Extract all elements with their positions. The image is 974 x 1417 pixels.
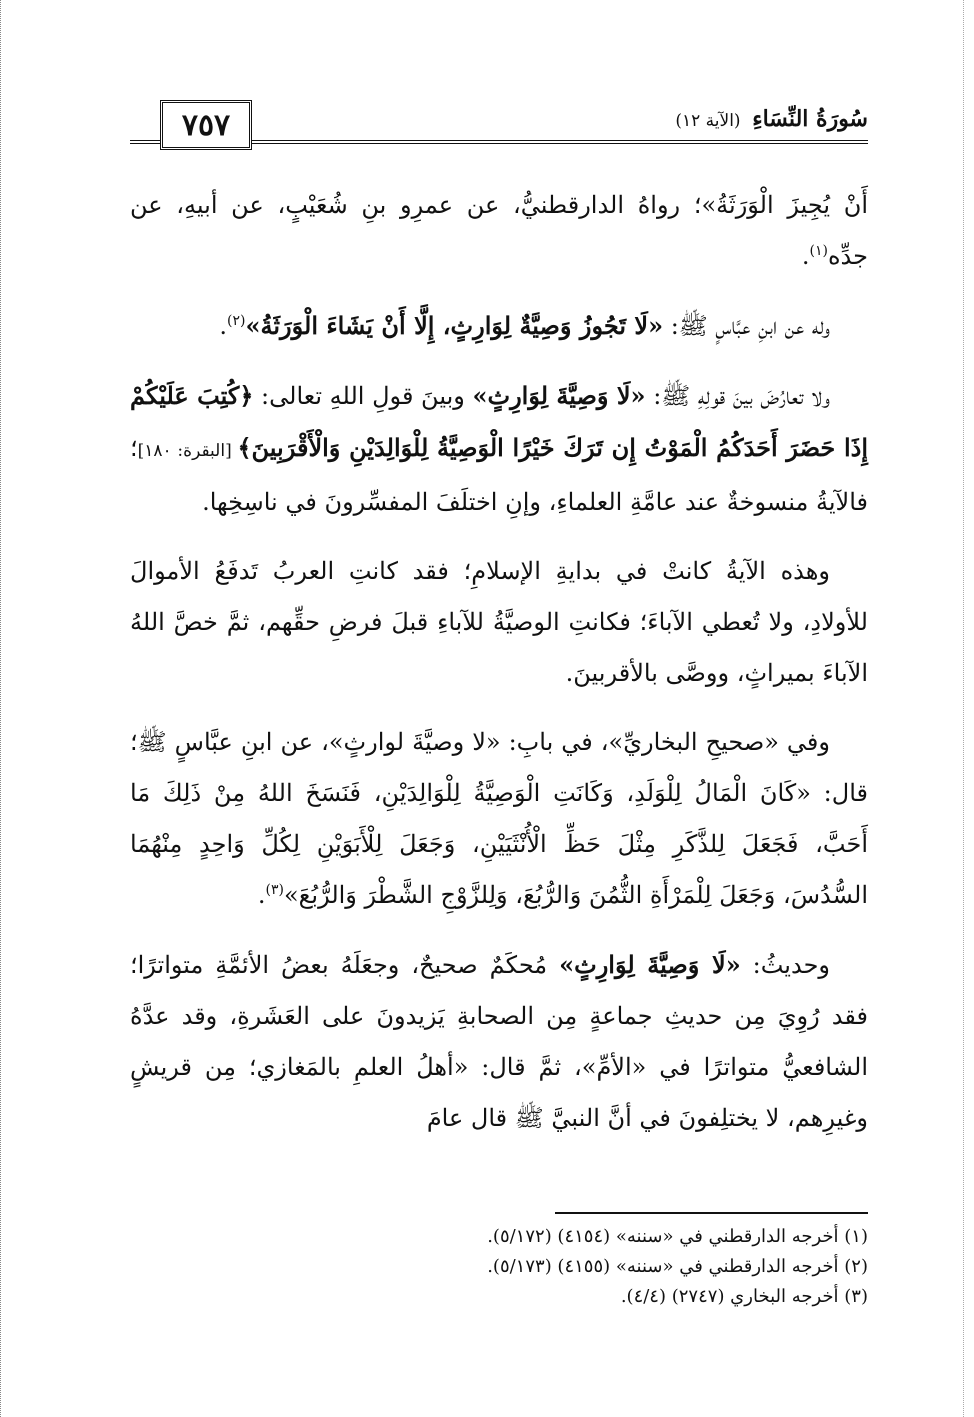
footnote-separator: [555, 1212, 868, 1214]
footnote-1: (١) أخرجه الدارقطني في «سننه» (٤١٥٤) (٥/١٧٢).: [487, 1226, 868, 1247]
footnote-marker-3: (٣): [265, 882, 284, 898]
footnotes: [130, 1222, 868, 1312]
p6-hadith: «لَا وَصِيَّةَ لِوَارِثٍ»: [559, 950, 741, 979]
paragraph-1: [130, 180, 868, 282]
paragraph-5: [130, 717, 868, 921]
page-number-frame: [160, 100, 252, 150]
p3-rest: ؛ فالآيةُ منسوخةٌ عند عامَّةِ العلماءِ، وإنِ اختلَفَ المفسِّرونَ في ناسِخِها.: [130, 434, 868, 516]
footnote-marker-1: (١): [809, 243, 828, 259]
paragraph-3: [130, 370, 868, 528]
p3-intro: ولا تعارُضَ بينَ قولِهِ ﷺ:: [645, 382, 830, 410]
header-rule-right: [252, 140, 868, 144]
footnote-2: (٢) أخرجه الدارقطني في «سننه» (٤١٥٥) (٥/١٧٣).: [487, 1256, 868, 1277]
paragraph-2: [130, 300, 868, 352]
p5-intro: وفي «صحيحِ البخاريِّ»، في بابِ: «لا وصيَّةَ لوارثٍ»، عن ابنِ عبَّاسٍ ﷺ؛ قال:: [130, 728, 868, 807]
paragraph-4: وهذه الآيةُ كانتْ في بدايةِ الإسلامِ؛ فقد كانتِ العربُ تَدفَعُ الأموالَ للأولادِ، ولا تُعطي الآباءَ؛ فكانتِ الوصيَّةُ للآباءِ قبلَ فرضِ حقِّهم، ثمَّ خصَّ اللهُ الآباءَ بميراثٍ، ووصَّى بالأقربينَ.: [130, 557, 868, 687]
page-number: ٧٥٧: [181, 107, 231, 143]
surah-title: سُورَةُ النِّسَاءِ: [752, 106, 868, 132]
page-edge-right: [963, 0, 966, 1417]
p5-end: .: [257, 881, 266, 909]
surah-title-block: [675, 106, 868, 132]
p2-intro: وله عن ابنِ عبَّاسٍ ﷺ:: [663, 312, 830, 340]
p6-intro: وحديثُ:: [740, 951, 830, 979]
p1-end: .: [801, 242, 810, 270]
header-rule-left: [130, 140, 160, 144]
footnote-marker-2: (٢): [227, 313, 246, 329]
p2-hadith: «لَا تَجُوزُ وَصِيَّةٌ لِوَارِثٍ، إِلَّا أَنْ يَشَاءَ الْوَرَثَةُ»: [245, 311, 664, 340]
p3-middle: وبينَ قولِ اللهِ تعالى:: [253, 382, 473, 410]
verse-reference: (الآية ١٢): [675, 111, 741, 131]
p2-end: .: [219, 312, 228, 340]
footnote-3: (٣) أخرجه البخاري (٢٧٤٧) (٤/٤).: [620, 1286, 868, 1307]
p6-rest: مُحكَمٌ صحيحٌ، وجعَلَهُ بعضُ الأئمَّةِ متواترًا؛ فقد رُوِيَ مِن حديثِ جماعةٍ مِن الصحابةِ يَزيدونَ على العَشَرةِ، وقد عدَّهُ الشافعيُّ متواترًا في «الأمِّ»، ثمَّ قال: «أهلُ العلمِ بالمَغازي؛ مِن قريشٍ وغيرِهم، لا يختلِفونَ في أنَّ النبيَّ ﷺ قال عامَ: [130, 951, 868, 1132]
p3-hadith: «لَا وَصِيَّةَ لِوَارِثٍ»: [472, 381, 646, 410]
p1-text: أَنْ يُجِيزَ الْوَرَثَةُ»؛ رواهُ الدارقطنيُّ، عن عمرِو بنِ شُعَيْبٍ، عن أبيهِ، عن جدِّه: [130, 191, 868, 270]
main-text: [130, 180, 868, 1162]
page-edge-left: [0, 0, 4, 1417]
quran-verse: ﴿كُتِبَ عَلَيْكُمْ إِذَا حَضَرَ أَحَدَكُمُ الْمَوْتُ إِن تَرَكَ خَيْرًا الْوَصِيَّةُ لِلْوَالِدَيْنِ وَالْأَقْرَبِينَ﴾: [130, 381, 868, 462]
page-header: [130, 92, 868, 162]
quran-reference: [البقرة: ١٨٠]: [137, 441, 238, 461]
p5-quote: «كَانَ الْمَالُ لِلْوَلَدِ، وَكَانَتِ الْوَصِيَّةُ لِلْوَالِدَيْنِ، فَنَسَخَ اللهُ مِنْ ذَلِكَ مَا أَحَبَّ، فَجَعَلَ لِلذَّكَرِ مِثْلَ حَظِّ الْأُنْثَيَيْنِ، وَجَعَلَ لِلْأَبَوَيْنِ لِكُلِّ وَاحِدٍ مِنْهُمَا السُّدُسَ، وَجَعَلَ لِلْمَرْأَةِ الثُّمُنَ وَالرُّبُعَ، وَلِلزَّوْجِ الشَّطْرَ وَالرُّبُعَ»: [130, 779, 868, 909]
paragraph-6: [130, 939, 868, 1144]
